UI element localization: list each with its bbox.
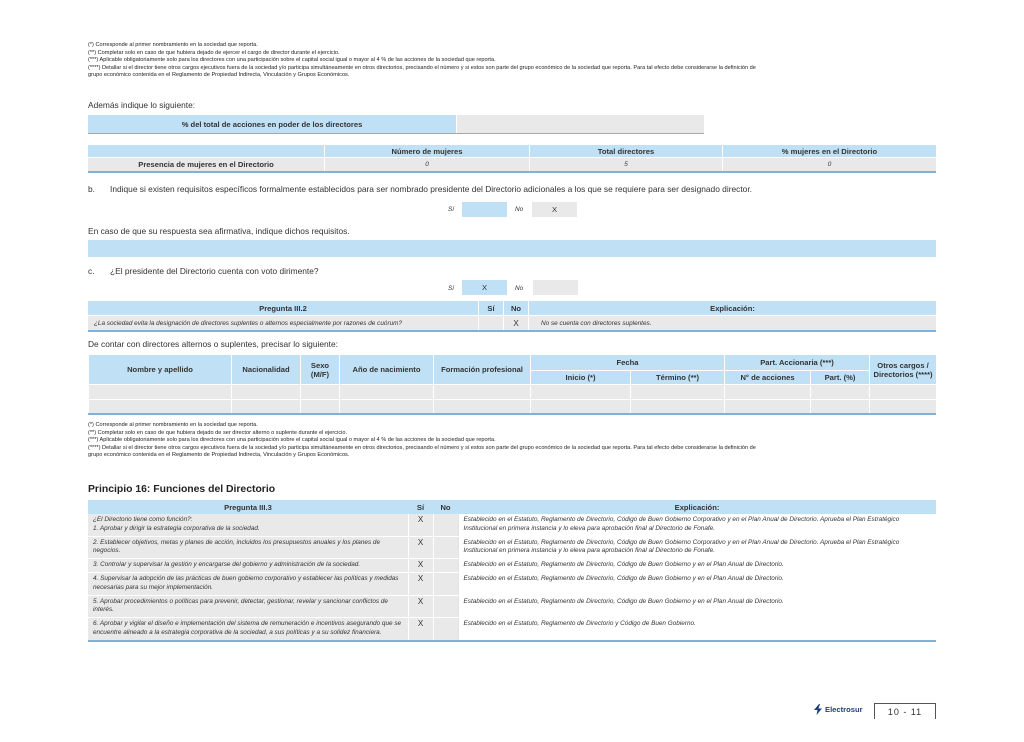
iii2-no: X [504,316,528,330]
requisitos-label: En caso de que su respuesta sea afirmativa, indique dichos requisitos. [88,226,350,236]
col-termino: Término (**) [631,371,725,385]
iii3-si: X [408,618,433,641]
alternos-label: De contar con directores alternos o suplentes, precisar lo siguiente: [88,339,338,349]
pct-mujeres-value: 0 [723,158,936,171]
table-row [88,559,936,573]
table-row [88,595,936,618]
col-formacion: Formación profesional [434,355,531,385]
lightning-bolt-icon [814,704,822,715]
col-fecha: Fecha [531,355,725,371]
ademas-label: Además indique lo siguiente: [88,100,196,110]
table-row [89,385,937,400]
iii3-question: 3. Controlar y supervisar la gestión y encargarse del gobierno y administración de la sociedad. [88,559,408,573]
table-cell[interactable] [232,385,301,400]
footnotes-mid [88,422,936,460]
col-part-pct: Part. (%) [811,371,870,385]
col-nacionalidad: Nacionalidad [232,355,301,385]
col-pct-mujeres: % mujeres en el Directorio [723,145,936,157]
pct-acciones-label: % del total de acciones en poder de los directores [88,115,456,133]
col-total-directores: Total directores [530,145,722,157]
table-cell[interactable] [725,385,811,400]
divider [88,171,936,173]
question-c-text: ¿El presidente del Directorio cuenta con voto dirimente? [110,266,319,276]
page-number: 10 - 11 [887,706,923,717]
iii2-header-pregunta: Pregunta III.2 [88,301,478,315]
iii3-explicacion: Establecido en el Estatuto, Reglamento de Directorio y Código de Buen Gobierno. [458,618,936,641]
iii3-explicacion: Establecido en el Estatuto, Reglamento de Directorio, Código de Buen Gobierno y en el Plan Anual de Directorio. [458,595,936,618]
question-c-no-box[interactable] [533,280,578,295]
iii3-question: 4. Supervisar la adopción de las prácticas de buen gobierno corporativo y establecer las políticas y medidas necesarias para su mejor implementación. [88,572,408,595]
iii2-question: ¿La sociedad evita la designación de directores suplentes o alternos especialmente por razones de cuórum? [88,316,478,330]
iii3-no [433,572,458,595]
divider [88,330,936,332]
footnotes-top [88,42,936,80]
iii3-no [433,514,458,536]
iii3-si: X [408,572,433,595]
iii3-question [88,514,408,536]
iii3-question: 2. Establecer objetivos, metas y planes de acción, incluidos los presupuestos anuales y los planes de negocios. [88,536,408,559]
footer-brand [814,704,863,715]
table-cell[interactable] [89,385,232,400]
table-row [88,618,936,641]
numero-mujeres-value: 0 [325,158,529,171]
table-row [88,536,936,559]
iii3-explicacion: Establecido en el Estatuto, Reglamento de Directorio, Código de Buen Gobierno y en el Plan Anual de Directorio. [458,572,936,595]
col-numero-mujeres: Número de mujeres [325,145,529,157]
iii3-question: 6. Aprobar y vigilar el diseño e implementación del sistema de remuneración e incentivos asegurando que se encuentre alineado a la estrategia corporativa de la sociedad, a sus políticas y a su solidez financiera. [88,618,408,641]
iii2-si [479,316,503,330]
iii3-question-line: ¿El Directorio tiene como función?: [93,516,193,523]
iii3-header-pregunta: Pregunta III.3 [88,500,408,514]
iii2-explicacion: No se cuenta con directores suplentes. [529,316,936,330]
footnote: (*) Corresponde al primer nombramiento en la sociedad que reporta. [88,422,258,428]
footnote: (**) Completar solo en caso de que hubiera dejado de ser director alterno o suplente durante el ejercicio. [88,429,348,436]
question-b-text: Indique si existen requisitos específicos formalmente establecidos para ser nombrado presidente del Directorio adicionales a los que se requiere para ser designado director. [110,184,752,194]
iii3-explicacion: Establecido en el Estatuto, Reglamento de Directorio, Código de Buen Gobierno Corporativo y en el Plan Anual de Directorio. Aprueba el Plan Estratégico Institucional en primera instancia y lo eleva para aprobación final al Directorio de Fonafe. [458,514,936,536]
iii3-si: X [408,559,433,573]
iii3-no [433,595,458,618]
table-cell[interactable] [340,385,434,400]
pct-acciones-value[interactable] [457,115,704,133]
table-row [88,514,936,536]
table-cell[interactable] [870,385,937,400]
question-c-letter: c. [88,266,95,276]
footnote: (**) Completar solo en caso de que hubiera dejado de ejercer el cargo de director durante el ejercicio. [88,49,340,56]
iii2-header-si: Sí [479,301,503,315]
table-cell[interactable] [631,385,725,400]
question-b-no-label: No [515,206,524,213]
iii3-si: X [408,595,433,618]
table-cell[interactable] [811,385,870,400]
col-part-accionaria: Part. Accionaria (***) [725,355,870,371]
brand-name: Electrosur [825,705,863,714]
iii3-question-line: 1. Aprobar y dirigir la estrategia corporativa de la sociedad. [93,524,260,532]
iii3-si: X [408,536,433,559]
iii3-explicacion: Establecido en el Estatuto, Reglamento de Directorio, Código de Buen Gobierno Corporativo y en el Plan Anual de Directorio. Aprueba el Plan Estratégico Institucional en primera instancia y lo eleva para aprobación final al Directorio de Fonafe. [458,536,936,559]
col-nombre: Nombre y apellido [89,355,232,385]
table-cell[interactable] [531,385,631,400]
col-otros-cargos: Otros cargos / Directorios (****) [870,355,937,385]
footnote: (***) Aplicable obligatoriamente solo para los directores con una participación sobre el capital social igual o mayor al 4 % de las acciones de la sociedad que reporta. [88,437,496,444]
divider [88,413,936,415]
question-b-no-box[interactable]: X [532,202,577,217]
footnote: (****) Detallar si el director tiene otros cargos ejecutivos fuera de la sociedad y/o participa simultáneamente en otros directorios, precisando el número y si estos son parte del grupo económico de la sociedad que reporta. Para tal efecto debe considerarse la definición de [88,64,756,71]
footnote: (*) Corresponde al primer nombramiento en la sociedad que reporta. [88,42,258,48]
table-row [88,572,936,595]
total-directores-value: 5 [530,158,722,171]
pregunta-iii3-table [88,500,936,642]
col-sexo: Sexo (M/F) [301,355,340,385]
col-n-acciones: N° de acciones [725,371,811,385]
iii3-no [433,618,458,641]
question-c-si-label: Sí [448,285,455,292]
footnote: grupo económico contenida en el Reglamento de Propiedad Indirecta, Vinculación y Grupos Económicos. [88,72,350,79]
iii3-explicacion: Establecido en el Estatuto, Reglamento de Directorio, Código de Buen Gobierno y en el Plan Anual de Directorio. [458,559,936,573]
page-number-box [874,703,936,719]
question-b-letter: b. [88,184,95,194]
footnote: (***) Aplicable obligatoriamente solo para los directores con una participación sobre el capital social igual o mayor al 4 % de las acciones de la sociedad que reporta. [88,57,496,64]
divider [88,133,704,134]
table-cell[interactable] [301,385,340,400]
iii3-header-no: No [433,500,458,514]
col-inicio: Inicio (*) [531,371,631,385]
iii3-no [433,559,458,573]
mujeres-header-blank [88,145,324,157]
alternos-table [88,354,937,415]
footnote: grupo económico contenida en el Reglamento de Propiedad Indirecta, Vinculación y Grupos Económicos. [88,452,350,459]
mujeres-row-label: Presencia de mujeres en el Directorio [88,158,324,171]
iii3-header-explicacion: Explicación: [458,500,936,514]
iii3-no [433,536,458,559]
iii3-header-si: Sí [408,500,433,514]
iii2-header-no: No [504,301,528,315]
question-c-no-label: No [515,285,524,292]
iii3-question: 5. Aprobar procedimientos o políticas para prevenir, detectar, gestionar, revelar y sancionar conflictos de interés. [88,595,408,618]
question-c-si-box[interactable]: X [462,280,507,295]
footnote: (****) Detallar si el director tiene otros cargos ejecutivos fuera de la sociedad y/o participa simultáneamente en otros directorios, precisando el número y si estos son parte del grupo económico de la sociedad que reporta. Para tal efecto debe considerarse la definición de [88,444,756,451]
iii3-si: X [408,514,433,536]
principio-title: Principio 16: Funciones del Directorio [88,484,276,495]
table-cell[interactable] [434,385,531,400]
requisitos-field[interactable] [88,240,936,257]
question-b-si-box[interactable] [462,202,507,217]
iii2-header-explicacion: Explicación: [529,301,936,315]
question-b-si-label: Sí [448,206,455,213]
col-nacimiento: Año de nacimiento [340,355,434,385]
